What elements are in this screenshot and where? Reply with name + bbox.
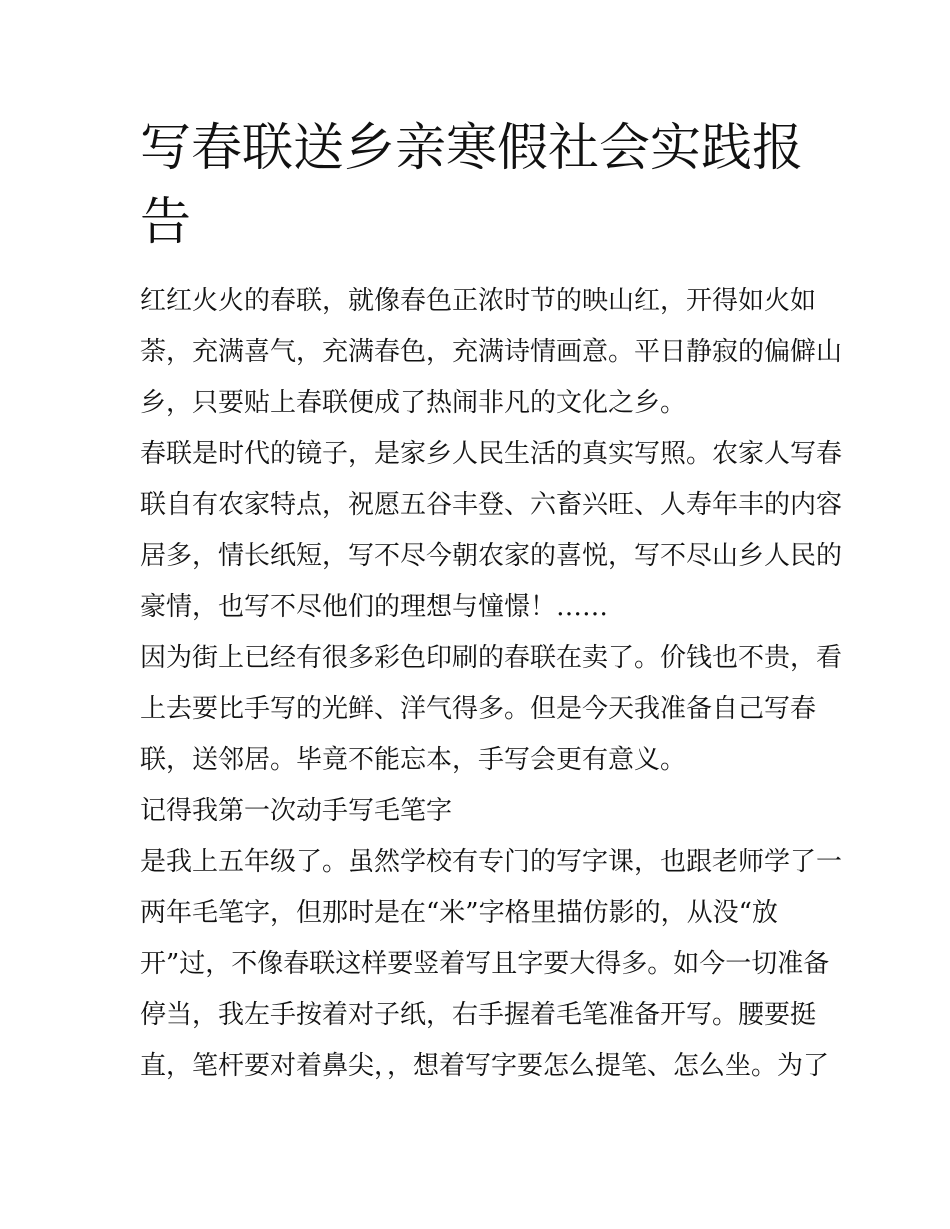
text-line: 直，笔杆要对着鼻尖，，想着写字要怎么提笔、怎么坐。为了 [140,1051,830,1081]
document-body [140,276,843,1092]
text-line: 两年毛笔字，但那时是在“米”字格里描仿影的，从没“放 [140,898,778,928]
text-line: 因为街上已经有很多彩色印刷的春联在卖了。价钱也不贵，看 [140,643,843,673]
text-line: 上去要比手写的光鲜、洋气得多。但是今天我准备自己写春 [140,694,817,724]
text-line: 联，送邻居。毕竟不能忘本，手写会更有意义。 [140,745,687,775]
title-line: 告 [140,193,192,252]
text-line: 乡，只要贴上春联便成了热闹非凡的文化之乡。 [140,388,687,418]
text-line: 荼，充满喜气，充满春色，充满诗情画意。平日静寂的偏僻山 [140,337,843,367]
text-line: 停当，我左手按着对子纸，右手握着毛笔准备开写。腰要挺 [140,1000,817,1030]
text-line: 联自有农家特点，祝愿五谷丰登、六畜兴旺、人寿年丰的内容 [140,490,843,520]
text-line: 开”过，不像春联这样要竖着写且字要大得多。如今一切准备 [140,949,830,979]
text-line: 豪情，也写不尽他们的理想与憧憬！…… [140,592,609,622]
text-line: 记得我第一次动手写毛笔字 [140,796,453,826]
title-line: 写春联送乡亲寒假社会实践报 [140,119,804,178]
text-line: 红红火火的春联，就像春色正浓时节的映山红，开得如火如 [140,286,817,316]
text-line: 春联是时代的镜子，是家乡人民生活的真实写照。农家人写春 [140,439,843,469]
document-title [140,112,820,260]
text-line: 居多，情长纸短，写不尽今朝农家的喜悦，写不尽山乡人民的 [140,541,843,571]
text-line: 是我上五年级了。虽然学校有专门的写字课，也跟老师学了一 [140,847,843,877]
